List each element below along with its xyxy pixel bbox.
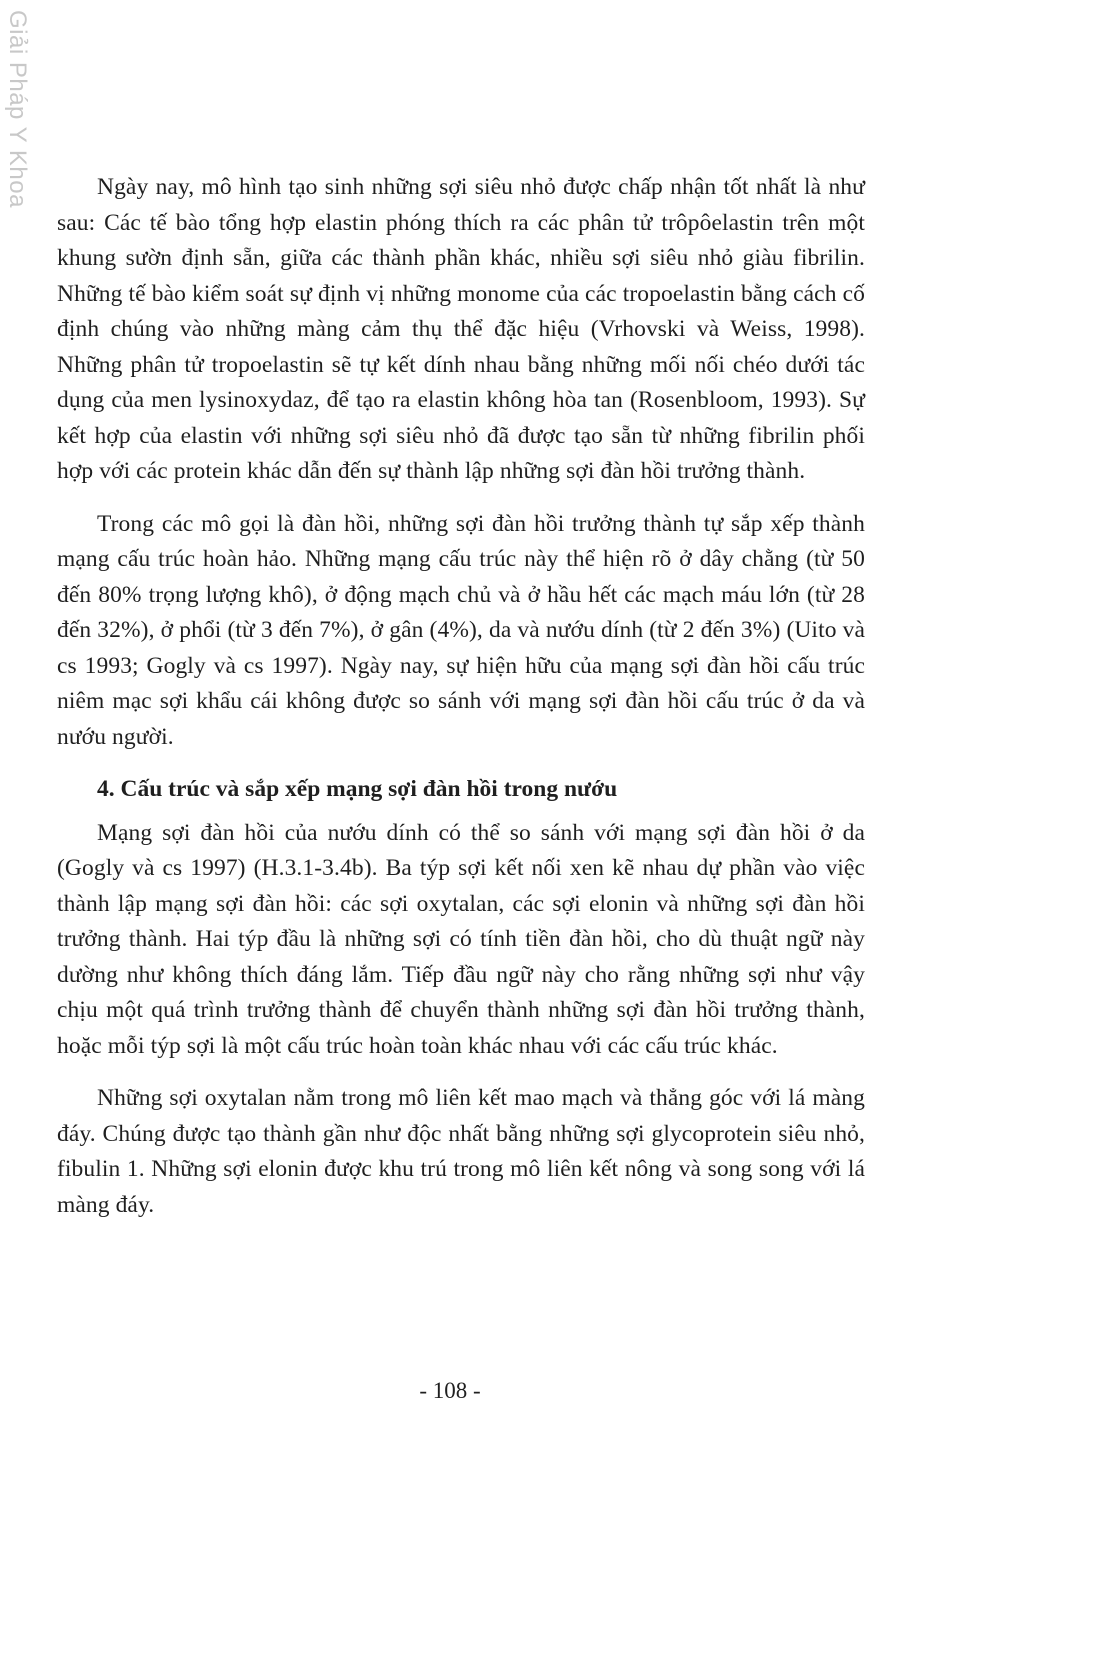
page-body (57, 170, 865, 1240)
paragraph-elastic-tissues: Trong các mô gọi là đàn hồi, những sợi đàn hồi trưởng thành tự sắp xếp thành mạng cấu trúc hoàn hảo. Những mạng cấu trúc này thể hiện rõ ở dây chằng (từ 50 đến 80% trọng lượng khô), ở động mạch chủ và ở hầu hết các mạch máu lớn (từ 28 đến 32%), ở phổi (từ 3 đến 7%), ở gân (4%), da và nướu dính (từ 2 đến 3%) (Uito và cs 1993; Gogly và cs 1997). Ngày nay, sự hiện hữu của mạng sợi đàn hồi cấu trúc niêm mạc sợi khẩu cái không được so sánh với mạng sợi đàn hồi cấu trúc ở da và nướu người. (57, 510, 865, 750)
paragraph-oxytalan-fibers: Những sợi oxytalan nằm trong mô liên kết mao mạch và thẳng góc với lá màng đáy. Chúng được tạo thành gần như độc nhất bằng những sợi glycoprotein siêu nhỏ, fibulin 1. Những sợi elonin được khu trú trong mô liên kết nông và song song với lá màng đáy. (57, 1085, 865, 1218)
section-heading: 4. Cấu trúc và sắp xếp mạng sợi đàn hồi trong nướu (97, 776, 618, 802)
paragraph-fiber-formation: Ngày nay, mô hình tạo sinh những sợi siêu nhỏ được chấp nhận tốt nhất là như sau: Các tế bào tổng hợp elastin phóng thích ra các phân tử trôpôelastin trên một khung sườn định sẵn, giữa các thành phần khác, nhiều sợi siêu nhỏ giàu fibrilin. Những tế bào kiểm soát sự định vị những monome của các tropoelastin bằng cách cố định chúng vào những màng cảm thụ thể đặc hiệu (Vrhovski và Weiss, 1998). Những phân tử tropoelastin sẽ tự kết dính nhau bằng những mối nối chéo dưới tác dụng của men lysinoxydaz, để tạo ra elastin không hòa tan (Rosenbloom, 1993). Sự kết hợp của elastin với những sợi siêu nhỏ đã được tạo sẵn từ những fibrilin phối hợp với các protein khác dẫn đến sự thành lập những sợi đàn hồi trưởng thành. (57, 174, 865, 484)
page-number: - 108 - (419, 1378, 481, 1403)
watermark: Giải Pháp Y Khoa (4, 10, 31, 208)
paragraph-gingival-network: Mạng sợi đàn hồi của nướu dính có thể so sánh với mạng sợi đàn hồi ở da (Gogly và cs 1997) (H.3.1-3.4b). Ba týp sợi kết nối xen kẽ nhau dự phần vào việc thành lập mạng sợi đàn hồi: các sợi oxytalan, các sợi elonin và những sợi đàn hồi trưởng thành. Hai týp đầu là những sợi có tính tiền đàn hồi, cho dù thuật ngữ này dường như không thích đáng lắm. Tiếp đầu ngữ này cho rằng những sợi như vậy chịu một quá trình trưởng thành để chuyển thành những sợi đàn hồi trưởng thành, hoặc mỗi týp sợi là một cấu trúc hoàn toàn khác nhau với các cấu trúc khác. (57, 819, 865, 1059)
